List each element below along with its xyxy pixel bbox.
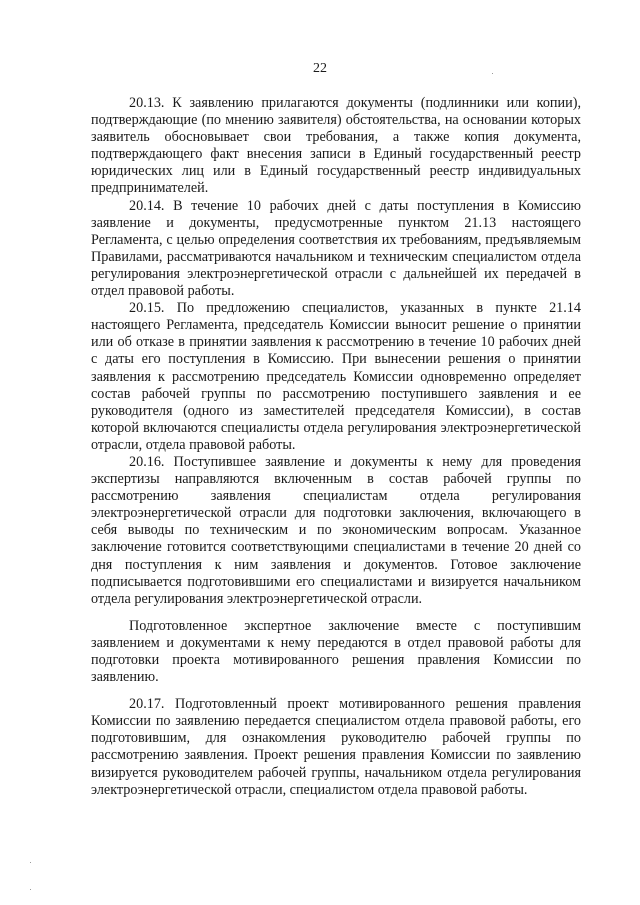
paragraph-expert-conclusion: Подготовленное экспертное заключение вместе с поступившим заявлением и документами к нему передаются в отдел правовой работы для подготовки проекта мотивированного решения правления Комиссии по заявлению. <box>91 617 581 686</box>
paragraph-20-15: 20.15. По предложению специалистов, указанных в пункте 21.14 настоящего Регламента, председатель Комиссии выносит решение о принятии или об отказе в принятии заявления к рассмотрению в течение 10 рабочих дней с даты его поступления в Комиссию. При вынесении решения о принятии заявления к рассмотрению председатель Комиссии одновременно определяет состав рабочей группы по рассмотрению поступившего заявления и ее руководителя (одного из заместителей председателя Комиссии), в состав которой включаются специалисты отдела регулирования электроэнергетической отрасли, отдела правовой работы. <box>91 300 581 453</box>
page-number: 22 <box>313 61 327 76</box>
paragraph-20-13: 20.13. К заявлению прилагаются документы (подлинники или копии), подтверждающие (по мнению заявителя) обстоятельства, на основании которых заявитель обосновывает свои требования, а также копия документа, подтверждающего факт внесения записи в Единый государственный реестр юридических лиц или в Единый государственный реестр индивидуальных предпринимателей. <box>91 95 581 197</box>
paragraph-20-16: 20.16. Поступившее заявление и документы к нему для проведения экспертизы направляются включенным в состав рабочей группы по рассмотрению заявления специалистам отдела регулирования электроэнергетической отрасли для подготовки заключения, включающего в себя выводы по техническим и по экономическим вопросам. Указанное заключение готовится соответствующими специалистами в течение 20 дней со дня поступления к ним заявления и документов. Готовое заключение подписывается подготовившими его специалистами и визируется начальником отдела регулирования электроэнергетической отрасли. <box>91 453 581 607</box>
paragraph-20-14: 20.14. В течение 10 рабочих дней с даты поступления в Комиссию заявление и документы, предусмотренные пунктом 21.13 настоящего Регламента, с целью определения соответствия их требованиям, предъявляемым Правилами, рассматриваются начальником и техническим специалистом отдела регулирования электроэнергетической отрасли с дальнейшей их передачей в отдел правовой работы. <box>91 197 581 300</box>
scan-speck-left <box>30 862 31 863</box>
paragraph-20-17: 20.17. Подготовленный проект мотивированного решения правления Комиссии по заявлению передается специалистом отдела правовой работы, его подготовившим, для ознакомления руководителю рабочей группы по рассмотрению заявления. Проект решения правления Комиссии по заявлению визируется руководителем рабочей группы, начальником отдела регулирования электроэнергетической отрасли, специалистом отдела правовой работы. <box>91 696 581 798</box>
document-body <box>91 95 581 799</box>
scan-speck-left-lower <box>30 889 31 890</box>
scan-speck-top-right <box>492 73 493 74</box>
